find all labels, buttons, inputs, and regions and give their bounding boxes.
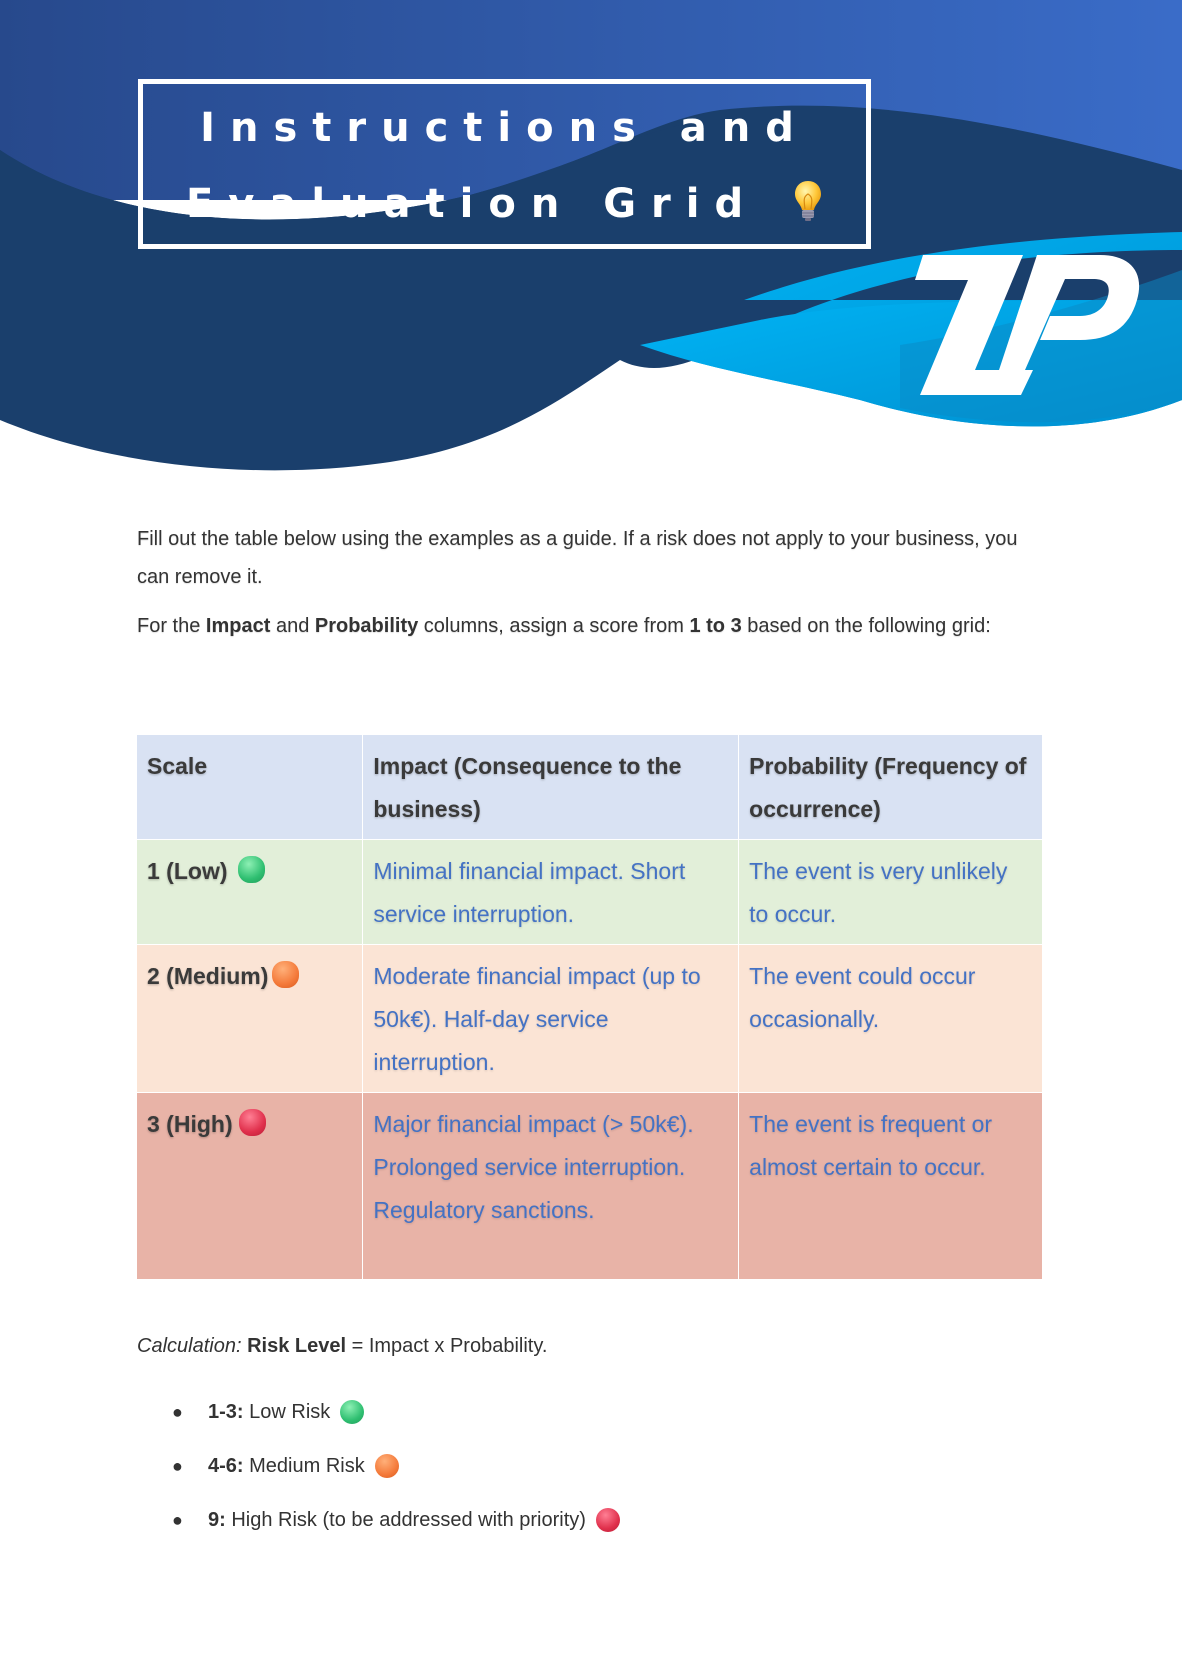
intro-paragraph-2 <box>137 607 1047 645</box>
orange-circle-icon <box>272 961 299 988</box>
impact-cell: Moderate financial impact (up to 50k€). Half-day service interruption. <box>363 945 739 1093</box>
risk-label: High Risk (to be addressed with priority) <box>231 1508 586 1531</box>
red-circle-icon <box>596 1508 620 1532</box>
title-frame <box>138 79 871 249</box>
scale-label: 3 (High) <box>147 1111 233 1137</box>
risk-range: 4-6: <box>208 1454 244 1477</box>
impact-cell: Major financial impact (> 50k€). Prolonged service interruption. Regulatory sanctions. <box>363 1093 739 1280</box>
list-item <box>172 1439 620 1493</box>
risk-level-term: Risk Level <box>247 1335 347 1357</box>
red-circle-icon <box>239 1109 266 1136</box>
header-scale: Scale <box>137 735 363 840</box>
scale-cell <box>137 945 363 1093</box>
table-row <box>137 1093 1043 1280</box>
table-header-row <box>137 735 1043 840</box>
intro-paragraph-1: Fill out the table below using the examples as a guide. If a risk does not apply to your business, you can remove it. <box>137 528 1018 588</box>
risk-range: 1-3: <box>208 1400 244 1423</box>
table-row <box>137 840 1043 945</box>
table-row <box>137 945 1043 1093</box>
lightbulb-icon <box>793 179 823 233</box>
scale-cell <box>137 840 363 945</box>
calculation-formula: = Impact x Probability. <box>346 1335 548 1357</box>
probability-cell: The event is very unlikely to occur. <box>739 840 1043 945</box>
impact-cell: Minimal financial impact. Short service interruption. <box>363 840 739 945</box>
score-range: 1 to 3 <box>689 615 742 637</box>
page-title-text: Evaluation Grid <box>185 181 759 227</box>
evaluation-grid-table <box>137 735 1043 1280</box>
header-impact: Impact (Consequence to the business) <box>363 735 739 840</box>
list-item <box>172 1385 620 1439</box>
text-fragment: and <box>270 615 315 637</box>
risk-range: 9: <box>208 1508 226 1531</box>
calculation-label: Calculation: <box>137 1335 242 1357</box>
header-banner <box>0 0 1182 480</box>
risk-level-list <box>172 1385 620 1547</box>
text-fragment: columns, assign a score from <box>418 615 690 637</box>
zp-logo <box>915 250 1145 405</box>
text-fragment: For the <box>137 615 206 637</box>
impact-term: Impact <box>205 615 271 637</box>
header-probability: Probability (Frequency of occurrence) <box>739 735 1043 840</box>
calculation-line <box>137 1335 547 1358</box>
probability-cell: The event could occur occasionally. <box>739 945 1043 1093</box>
orange-circle-icon <box>375 1454 399 1478</box>
green-circle-icon <box>340 1400 364 1424</box>
risk-label: Medium Risk <box>249 1454 365 1477</box>
scale-label: 1 (Low) <box>147 858 228 884</box>
intro-section <box>137 520 1047 645</box>
list-item <box>172 1493 620 1547</box>
page-title-line-1: Instructions and <box>200 105 809 151</box>
green-circle-icon <box>238 856 265 883</box>
probability-cell: The event is frequent or almost certain to occur. <box>739 1093 1043 1280</box>
probability-term: Probability <box>314 615 419 637</box>
text-fragment: based on the following grid: <box>741 615 991 637</box>
bullet-icon: ● <box>172 1509 183 1530</box>
bullet-icon: ● <box>172 1401 183 1422</box>
scale-label: 2 (Medium) <box>147 963 269 989</box>
bullet-icon: ● <box>172 1455 183 1476</box>
page-title-line-2 <box>143 179 866 233</box>
scale-cell <box>137 1093 363 1280</box>
risk-label: Low Risk <box>249 1400 331 1423</box>
zp-logo-icon <box>915 250 1145 400</box>
